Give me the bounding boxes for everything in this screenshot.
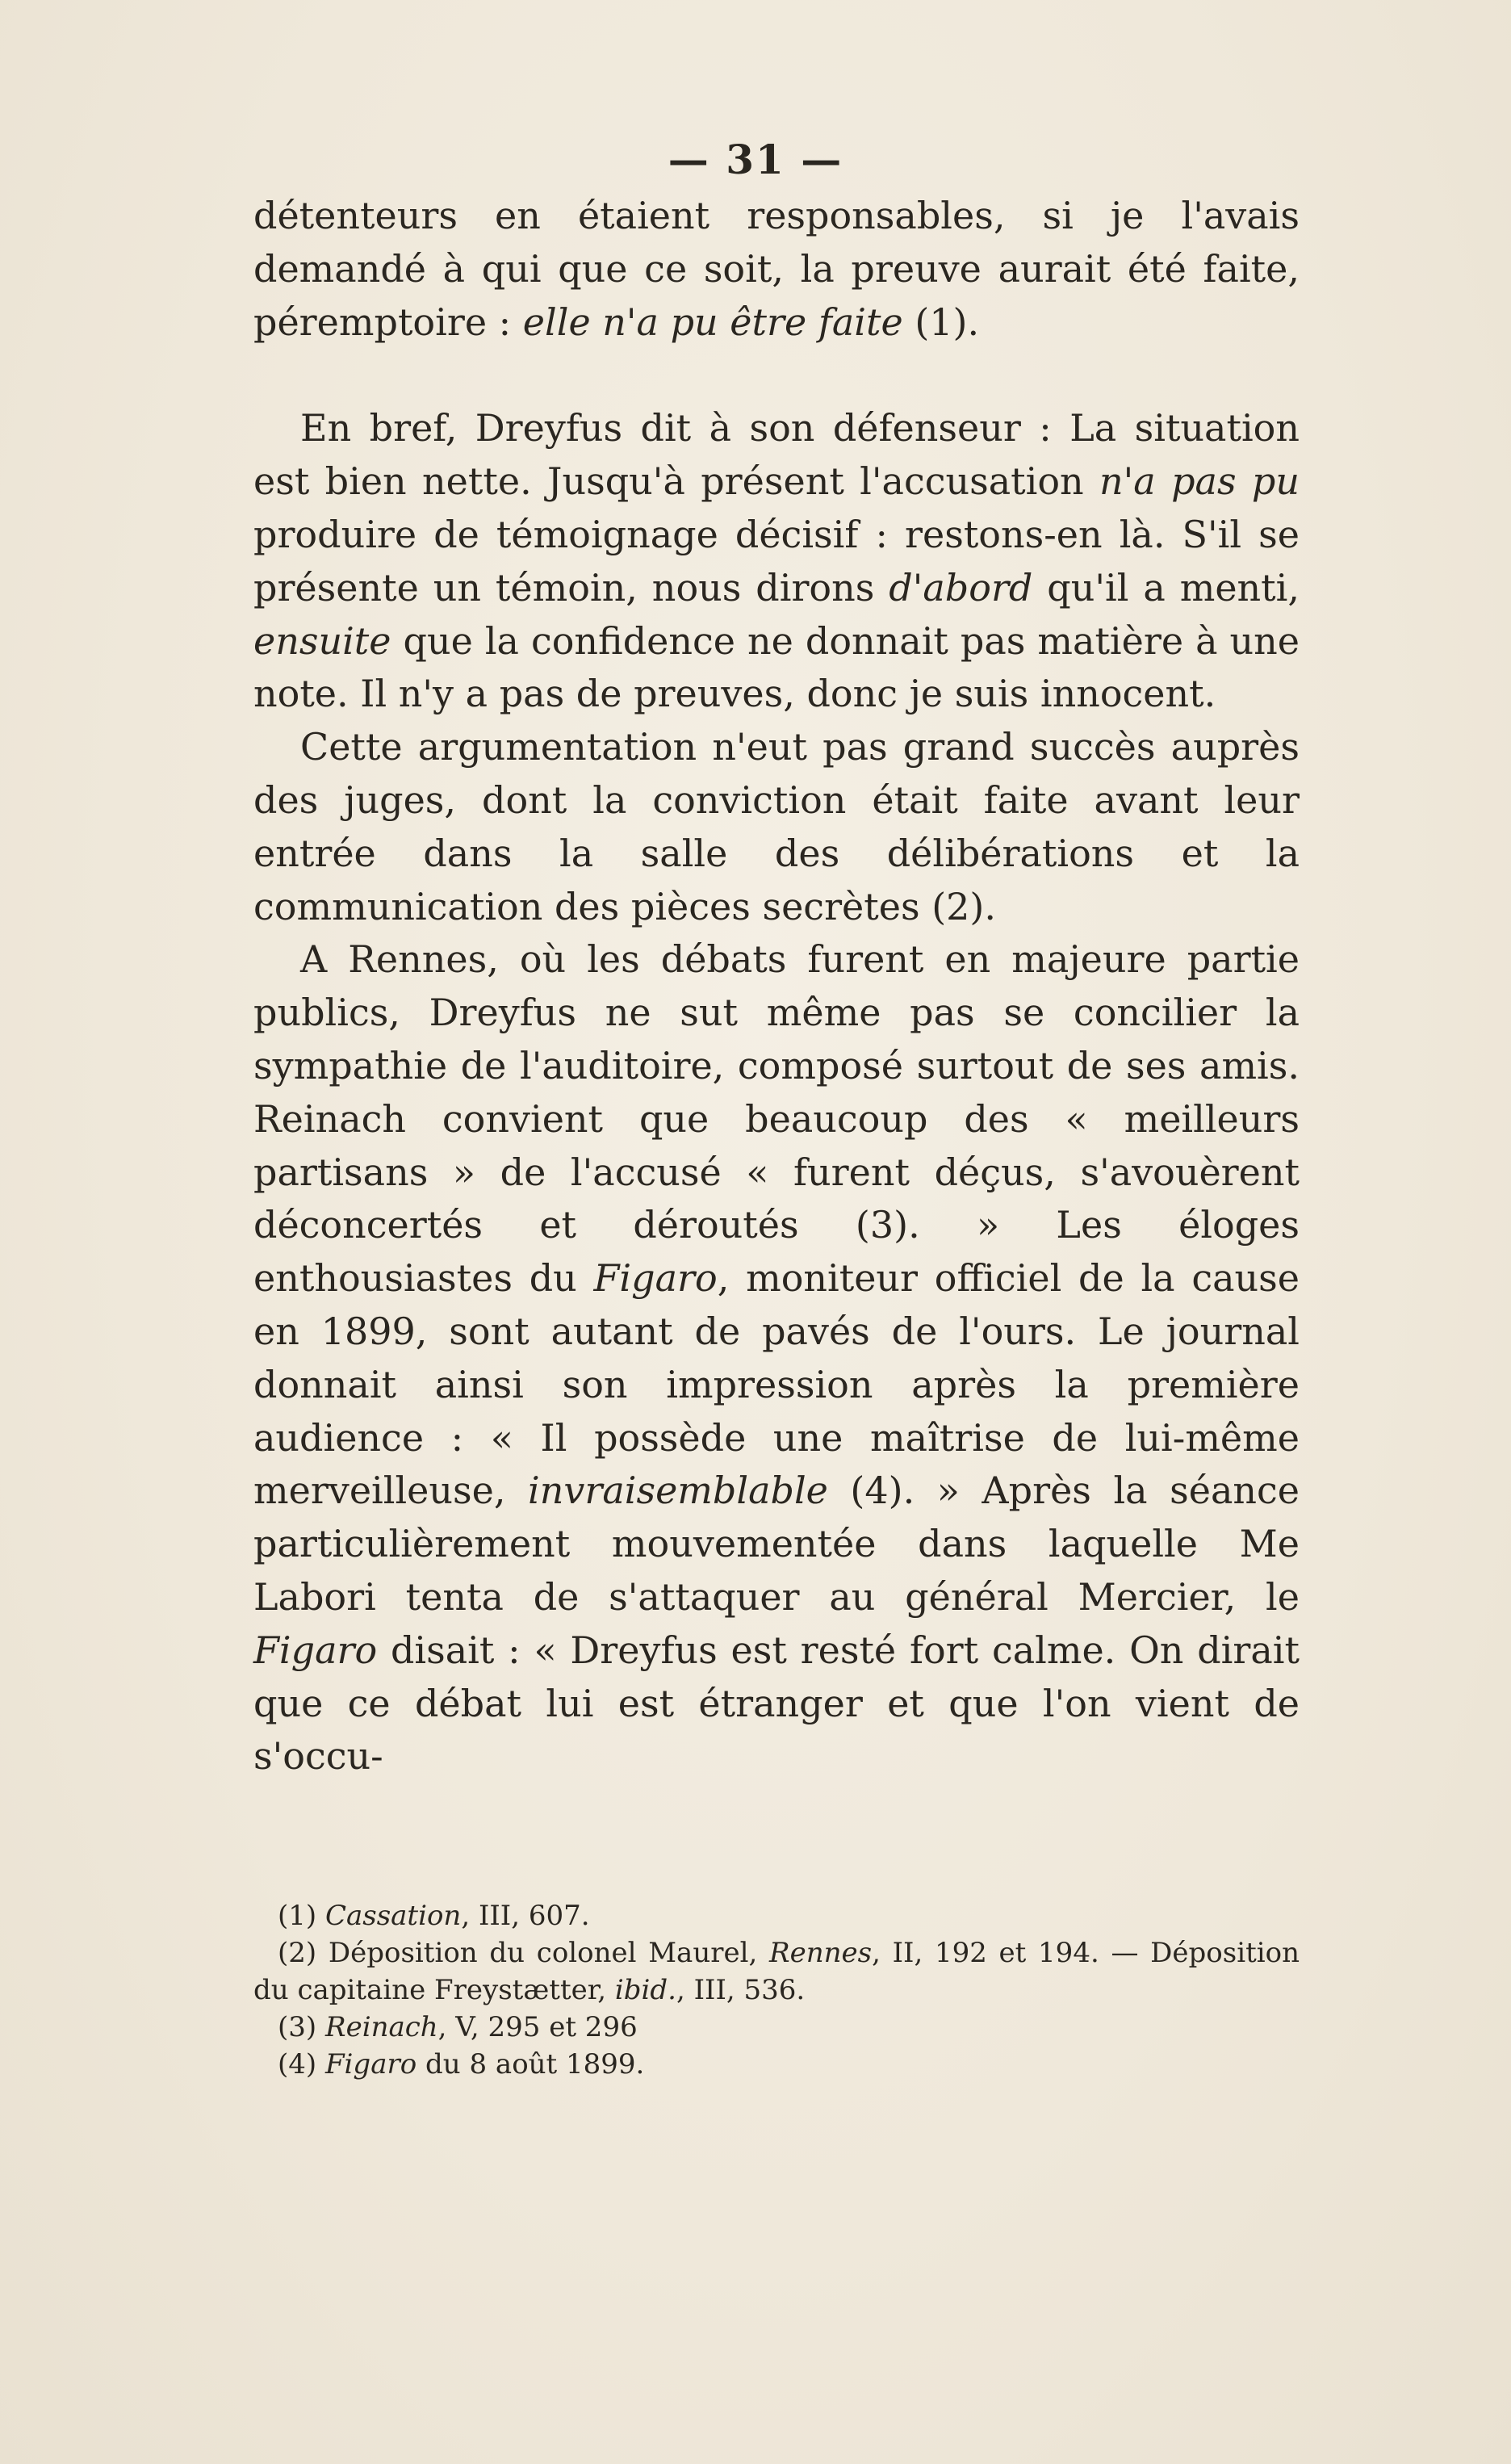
footnotes bbox=[253, 1897, 1300, 2083]
italic-text: n'a pas pu bbox=[1099, 459, 1300, 504]
text-run: détenteurs en étaient responsables, si je l'avais demandé à qui que ce soit, la preuve aurait été faite, péremptoire : bbox=[253, 194, 1300, 344]
text-run: qu'il a menti, bbox=[1032, 565, 1300, 610]
text-run: Cette argumentation n'eut pas grand succès auprès des juges, dont la conviction était faite avant leur entrée dans la salle des délibérations et la communication des pièces secrètes (2). bbox=[253, 725, 1300, 928]
page-number: — 31 — bbox=[668, 136, 843, 183]
italic-text: ensuite bbox=[253, 618, 391, 663]
italic-text: d'abord bbox=[889, 565, 1033, 610]
footnote-2 bbox=[253, 1934, 1300, 2009]
italic-text: invraisemblable bbox=[528, 1469, 828, 1513]
text-run: (3) bbox=[278, 2011, 325, 2043]
footnote-4 bbox=[253, 2046, 1300, 2083]
text-run: (4). » Après la séance particulièrement mouvementée dans laquelle Me Labori tenta de s'attaquer au général Mercier, le bbox=[253, 1469, 1300, 1619]
text-run: , moniteur officiel de la cause en 1899, sont autant de pavés de l'ours. Le journal donnait ainsi son impression après la première audience : « Il possède une maîtrise de lui-même merveilleuse, bbox=[253, 1256, 1300, 1513]
italic-text: Figaro bbox=[593, 1256, 718, 1301]
paragraph-rennes bbox=[253, 933, 1300, 1783]
text-run: , III, 607. bbox=[461, 1900, 590, 1932]
text-run: (1). bbox=[902, 300, 980, 344]
main-text bbox=[253, 190, 1300, 1783]
text-run: A Rennes, où les débats furent en majeure partie publics, Dreyfus ne sut même pas se concilier la sympathie de l'auditoire, composé surtout de ses amis. Reinach convient que beaucoup des « meilleurs partisans » de l'accusé « furent déçus, s'avouèrent déconcertés et déroutés (3). » Les éloges enthousiastes du bbox=[253, 937, 1300, 1301]
text-run: , V, 295 et 296 bbox=[437, 2011, 638, 2043]
italic-text: elle n'a pu être faite bbox=[522, 300, 903, 344]
text-run: (4) bbox=[278, 2048, 325, 2081]
italic-text: Cassation bbox=[324, 1900, 462, 1932]
text-run: disait : « Dreyfus est resté fort calme. On dirait que ce débat lui est étranger et que l'on vient de s'occu- bbox=[253, 1628, 1300, 1779]
text-run: , III, 536. bbox=[676, 1974, 806, 2006]
text-run: que la confidence ne donnait pas matière à une note. Il n'y a pas de preuves, donc je suis innocent. bbox=[253, 618, 1300, 716]
footnote-1 bbox=[253, 1897, 1300, 1934]
italic-text: Rennes bbox=[768, 1937, 873, 1969]
paragraph-en-bref bbox=[253, 402, 1300, 721]
paragraph-continuation bbox=[253, 190, 1300, 349]
text-run: du 8 août 1899. bbox=[416, 2048, 645, 2081]
italic-text: Reinach bbox=[324, 2011, 438, 2043]
text-run: (1) bbox=[278, 1900, 325, 1932]
paragraph-argumentation bbox=[253, 721, 1300, 933]
italic-text: Figaro bbox=[253, 1628, 378, 1672]
text-run: (2) Déposition du colonel Maurel, bbox=[278, 1937, 769, 1969]
text-run: produire de témoignage décisif : restons-en là. S'il se présente un témoin, nous dirons bbox=[253, 512, 1300, 610]
text-run: En bref, Dreyfus dit à son défenseur : La situation est bien nette. Jusqu'à présent l'accusation bbox=[253, 406, 1300, 504]
footnote-3 bbox=[253, 2009, 1300, 2046]
italic-text: ibid. bbox=[614, 1974, 676, 2006]
italic-text: Figaro bbox=[324, 2048, 417, 2081]
text-run: , II, 192 et 194. — Déposition du capitaine Freystætter, bbox=[253, 1937, 1300, 2006]
